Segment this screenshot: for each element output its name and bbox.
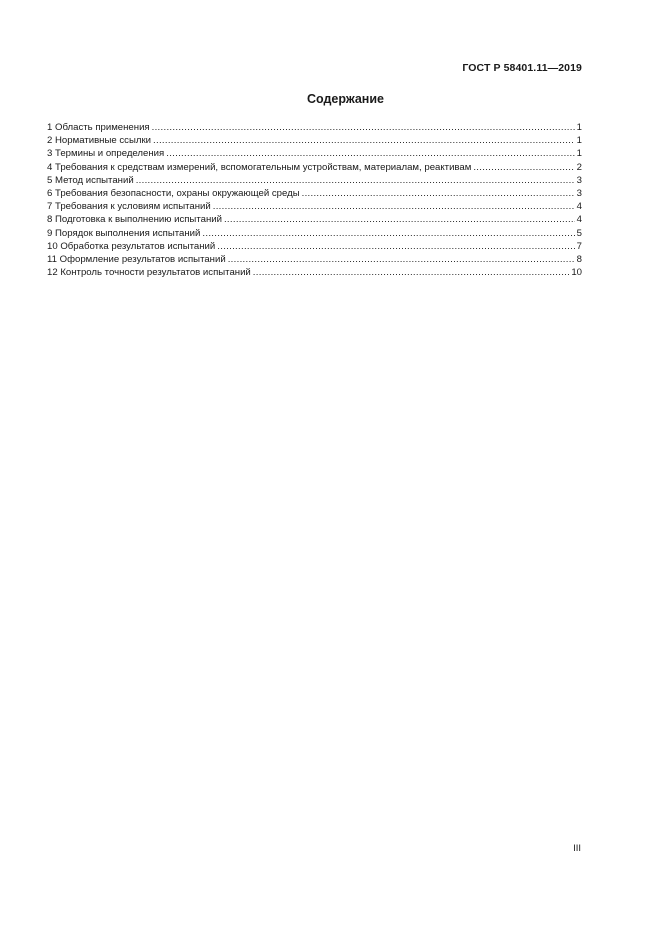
toc-item-label: 4 Требования к средствам измерений, вспомогательным устройствам, материалам, реактивам — [47, 161, 472, 173]
toc-item-page: 4 — [576, 214, 582, 226]
toc-dot-leader — [302, 187, 575, 200]
toc-item[interactable] — [47, 240, 582, 253]
toc-dot-leader — [228, 253, 575, 266]
toc-item[interactable] — [47, 174, 582, 187]
toc-item[interactable] — [47, 200, 582, 213]
toc-item[interactable] — [47, 147, 582, 160]
toc-item-label: 9 Порядок выполнения испытаний — [47, 227, 201, 239]
toc-dot-leader — [166, 147, 574, 160]
toc-dot-leader — [136, 174, 575, 187]
toc-item-page: 1 — [576, 135, 582, 147]
toc-dot-leader — [253, 266, 570, 279]
toc-item-page: 10 — [571, 267, 582, 279]
toc-dot-leader — [224, 213, 575, 226]
toc-dot-leader — [473, 161, 574, 174]
toc-item-label: 7 Требования к условиям испытаний — [47, 201, 211, 213]
toc-item-label: 6 Требования безопасности, охраны окружающей среды — [47, 187, 300, 199]
toc-item-page: 5 — [576, 227, 582, 239]
toc-dot-leader — [153, 134, 575, 147]
toc-item-label: 10 Обработка результатов испытаний — [47, 240, 216, 252]
toc-item-page: 2 — [576, 161, 582, 173]
toc-item-label: 5 Метод испытаний — [47, 174, 134, 186]
toc-item-page: 7 — [576, 240, 582, 252]
toc-item[interactable] — [47, 253, 582, 266]
toc-item-page: 8 — [576, 253, 582, 265]
toc-title: Содержание — [306, 92, 384, 106]
toc-item-label: 8 Подготовка к выполнению испытаний — [47, 214, 222, 226]
toc-dot-leader — [217, 240, 574, 253]
toc-item[interactable] — [47, 213, 582, 226]
toc-dot-leader — [152, 121, 575, 134]
toc-item-label: 1 Область применения — [47, 122, 150, 133]
toc-item[interactable] — [47, 187, 582, 200]
toc-item[interactable] — [47, 161, 582, 174]
toc-item-label: 2 Нормативные ссылки — [47, 135, 152, 147]
toc-item-page: 3 — [576, 187, 582, 199]
toc-item-label: 11 Оформление результатов испытаний — [47, 253, 226, 265]
toc-item-page: 3 — [576, 174, 582, 186]
toc-dot-leader — [202, 227, 574, 240]
toc-item-page: 4 — [576, 201, 582, 213]
toc-dot-leader — [213, 200, 575, 213]
toc-item-label: 3 Термины и определения — [47, 148, 165, 160]
toc-item[interactable] — [47, 227, 582, 240]
toc-item[interactable] — [47, 266, 582, 279]
toc-item-page: 1 — [576, 122, 582, 133]
toc-item[interactable] — [47, 134, 582, 147]
toc-item-page: 1 — [576, 148, 582, 160]
document-code: ГОСТ Р 58401.11—2019 — [462, 62, 582, 74]
toc-item[interactable] — [47, 121, 582, 134]
table-of-contents — [47, 121, 582, 279]
page-number: III — [573, 843, 581, 854]
toc-item-label: 12 Контроль точности результатов испытаний — [47, 267, 251, 279]
